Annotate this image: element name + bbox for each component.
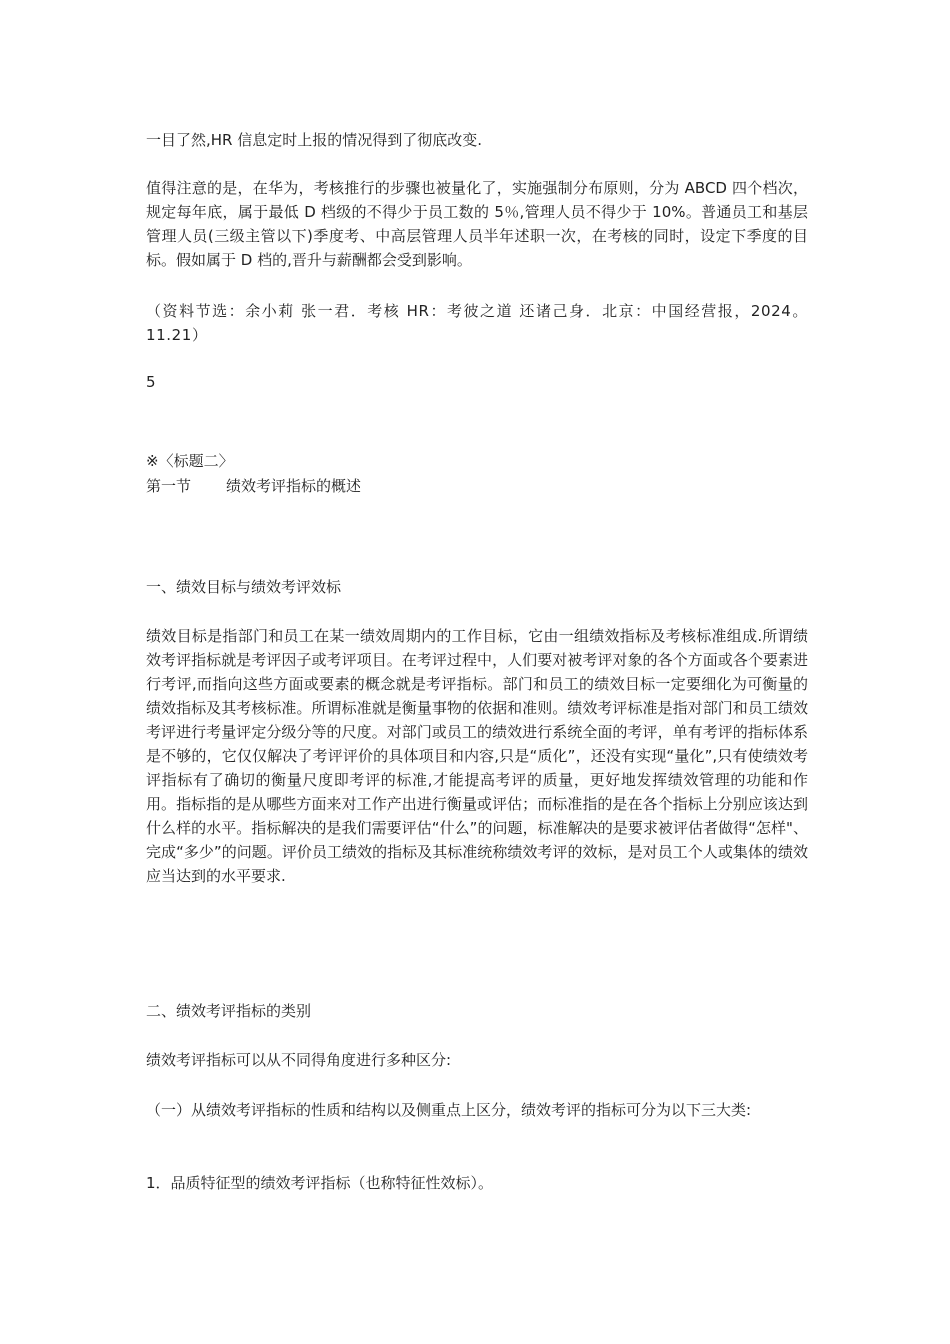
- heading-marker: ※〈标题二〉: [146, 452, 234, 470]
- paragraph-hr-reporting: 一目了然,HR 信息定时上报的情况得到了彻底改变.: [146, 131, 483, 149]
- section-title: 绩效考评指标的概述: [226, 477, 362, 495]
- subsection-title-2: 二、绩效考评指标的类别: [146, 1002, 312, 1020]
- subsection-body-1: 绩效目标是指部门和员工在某一绩效周期内的工作目标，它由一组绩效指标及考核标准组成.所谓绩效考评指标就是考评因子或考评项目。在考评过程中，人们要对被考评对象的各个方面或各个要素进行考评,而指向这些方面或要素的概念就是考评指标。部门和员工的绩效目标一定要细化为可衡量的绩效指标及其考核标准。所谓标准就是衡量事物的依据和准则。绩效考评标准是指对部门和员工绩效考评进行考量评定分级分等的尺度。对部门或员工的绩效进行系统全面的考评，单有考评的指标体系是不够的，它仅仅解决了考评评价的具体项目和内容,只是“质化”，还没有实现“量化”,只有使绩效考评指标有了确切的衡量尺度即考评的标准,才能提高考评的质量，更好地发挥绩效管理的功能和作用。指标指的是从哪些方面来对工作产出进行衡量或评估；而标准指的是在各个指标上分别应该达到什么样的水平。指标解决的是我们需要评估“什么”的问题，标准解决的是要求被评估者做得“怎样"、完成“多少”的问题。评价员工绩效的指标及其标准统称绩效考评的效标，是对员工个人或集体的绩效应当达到的水平要求.: [146, 627, 808, 885]
- section-heading: [146, 474, 361, 498]
- page-number: 5: [146, 373, 156, 391]
- subsection-intro-2: 绩效考评指标可以从不同得角度进行多种区分:: [146, 1051, 452, 1069]
- subsection-title-1: 一、绩效目标与绩效考评效标: [146, 578, 342, 596]
- list-item-quality-indicator: 1．品质特征型的绩效考评指标（也称特征性效标）。: [146, 1174, 494, 1192]
- paragraph-huawei-assessment: 值得注意的是，在华为，考核推行的步骤也被量化了，实施强制分布原则，分为 ABCD 四个档次，规定每年底，属于最低 D 档级的不得少于员工数的 5％,管理人员不得少于 10%。普通员工和基层管理人员(三级主管以下)季度考、中高层管理人员半年述职一次，在考核的同时，设定下季度的目标。假如属于 D 档的,晋升与薪酬都会受到影响。: [146, 179, 808, 269]
- list-item-category-1: （一）从绩效考评指标的性质和结构以及侧重点上区分，绩效考评的指标可分为以下三大类:: [146, 1101, 752, 1119]
- source-citation: （资料节选：余小莉 张一君．考核 HR：考彼之道 还诸己身．北京：中国经营报，2024。11.21）: [146, 302, 808, 344]
- section-number: 第一节: [146, 477, 192, 495]
